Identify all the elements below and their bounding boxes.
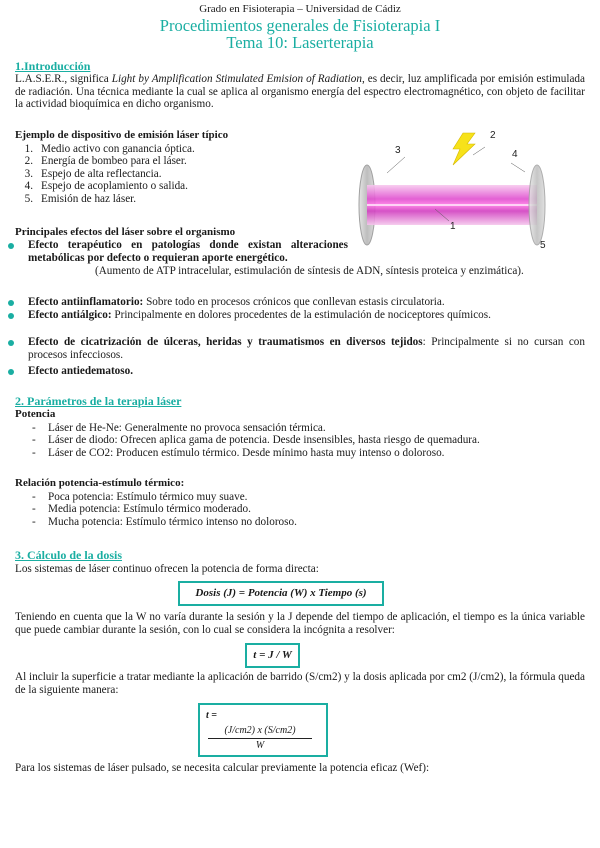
bullet-icon (8, 300, 14, 306)
list-item: - Láser de He-Ne: Generalmente no provoca sensación térmica. (32, 422, 326, 434)
effect-antialgic: Efecto antiálgico: Principalmente en dolores procedentes de la estimulación de nociceptores químicos. (28, 309, 491, 321)
fraction-bar (208, 738, 312, 739)
figure-label-4: 4 (512, 149, 518, 160)
intro-text-end: , es decir, luz amplificada por emisión estimulada de radiación. Una técnica mediante la cual se aplica al organismo energía del espectro electromagnético, con objeto de facilitar la actividad bioquímica en dicho organismo. (15, 73, 585, 111)
list-item: - Poca potencia: Estímulo térmico muy suave. (32, 491, 248, 503)
list-item: - Mucha potencia: Estímulo térmico intenso no doloroso. (32, 515, 297, 528)
potencia-label: Potencia (15, 408, 56, 420)
bullet-icon (8, 340, 14, 346)
formula-box-surface (198, 703, 328, 757)
effect-therapeutic-text: (Aumento de ATP intracelular, estimulación de síntesis de ADN, síntesis proteica y enzimática). (95, 265, 524, 277)
intro-text-start: L.A.S.E.R., significa (15, 73, 112, 85)
list-item: - Láser de diodo: Ofrecen aplica gama de potencia. Desde insensibles, hasta riesgo de quemadura. (32, 434, 480, 447)
effect-therapeutic (28, 239, 585, 264)
dose-paragraph-3: Al incluir la superficie a tratar mediante la aplicación de barrido (S/cm2) y la dosis aplicada por cm2 (J/cm2), la fórmula queda de la siguiente manera: (15, 671, 585, 696)
effect-antiinflammatory: Efecto antiinflamatorio: Sobre todo en procesos crónicos que conllevan estasis circulatoria. (28, 296, 445, 308)
bullet-icon (8, 369, 14, 375)
intro-paragraph (15, 73, 585, 111)
relacion-label: Relación potencia-estímulo térmico: (15, 477, 185, 489)
formula-surface-t: t = (206, 710, 217, 721)
list-item: 3. Espejo de alta reflectancia. (24, 167, 162, 180)
bullet-icon (8, 243, 14, 249)
pointer-line (511, 163, 525, 172)
effect-healing: Efecto de cicatrización de úlceras, heridas y traumatismos en diversos tejidos: Principalmente si no cursan con procesos infecciosos. (28, 336, 585, 361)
formula-surface-denominator: W (255, 740, 265, 751)
device-heading: Ejemplo de dispositivo de emisión láser típico (15, 129, 229, 141)
pump-energy-lightning-icon (453, 133, 475, 165)
list-item: 4. Espejo de acoplamiento o salida. (24, 180, 188, 193)
document-title: Procedimientos generales de Fisioterapia I (159, 16, 441, 35)
section-heading-dose: 3. Cálculo de la dosis (15, 548, 123, 562)
formula-dose: Dosis (J) = Potencia (W) x Tiempo (s) (195, 587, 367, 599)
pointer-line (387, 157, 405, 173)
pointer-line (473, 147, 485, 155)
potencia-list (32, 422, 592, 459)
list-item: 2. Energía de bombeo para el láser. (24, 155, 187, 168)
formula-box-dose (178, 581, 384, 606)
figure-label-1: 1 (450, 221, 456, 232)
section-heading-params: 2. Parámetros de la terapia láser (15, 394, 182, 408)
document-subtitle: Tema 10: Laserterapia (226, 33, 374, 52)
device-parts-list (15, 143, 345, 205)
relacion-list (32, 491, 592, 528)
formula-box-time (245, 643, 300, 668)
section-heading-intro: 1.Introducción (15, 59, 91, 73)
effects-heading: Principales efectos del láser sobre el organismo (15, 226, 236, 238)
intro-text-italic: Light by Amplification Stimulated Emision of Radiation (111, 73, 362, 85)
figure-label-5: 5 (540, 240, 546, 251)
list-item: - Láser de CO2: Producen estímulo térmico. Desde mínimo hasta muy intenso o doloroso. (32, 446, 445, 459)
dose-paragraph-4: Para los sistemas de láser pulsado, se necesita calcular previamente la potencia eficaz (Wef): (15, 762, 430, 774)
effect-antiedematous: Efecto antiedematoso. (28, 365, 134, 377)
effect-therapeutic-bold: Efecto terapéutico en patologías donde existan alteraciones metabólicas por defecto o requieran aporte energético. (28, 239, 348, 264)
figure-label-2: 2 (490, 130, 496, 141)
output-coupling-mirror (529, 165, 545, 245)
list-item: 5. Emisión de haz láser. (24, 192, 137, 205)
formula-surface-numerator: (J/cm2) x (S/cm2) (224, 725, 296, 736)
header-top-line: Grado en Fisioterapia – Universidad de Cádiz (199, 3, 401, 15)
figure-label-3: 3 (395, 145, 401, 156)
laser-device-figure (345, 127, 560, 255)
list-item: - Media potencia: Estímulo térmico moderado. (32, 503, 251, 516)
list-item: 1. Medio activo con ganancia óptica. (24, 143, 195, 155)
bullet-icon (8, 313, 14, 319)
dose-paragraph-1: Los sistemas de láser continuo ofrecen la potencia de forma directa: (15, 563, 319, 575)
dose-paragraph-2: Teniendo en cuenta que la W no varía durante la sesión y la J depende del tiempo de aplicación, el tiempo es la única variable que puede cambiar durante la sesión, con lo cual se considera la incógnita a resolver: (15, 611, 585, 636)
formula-time: t = J / W (253, 649, 292, 661)
